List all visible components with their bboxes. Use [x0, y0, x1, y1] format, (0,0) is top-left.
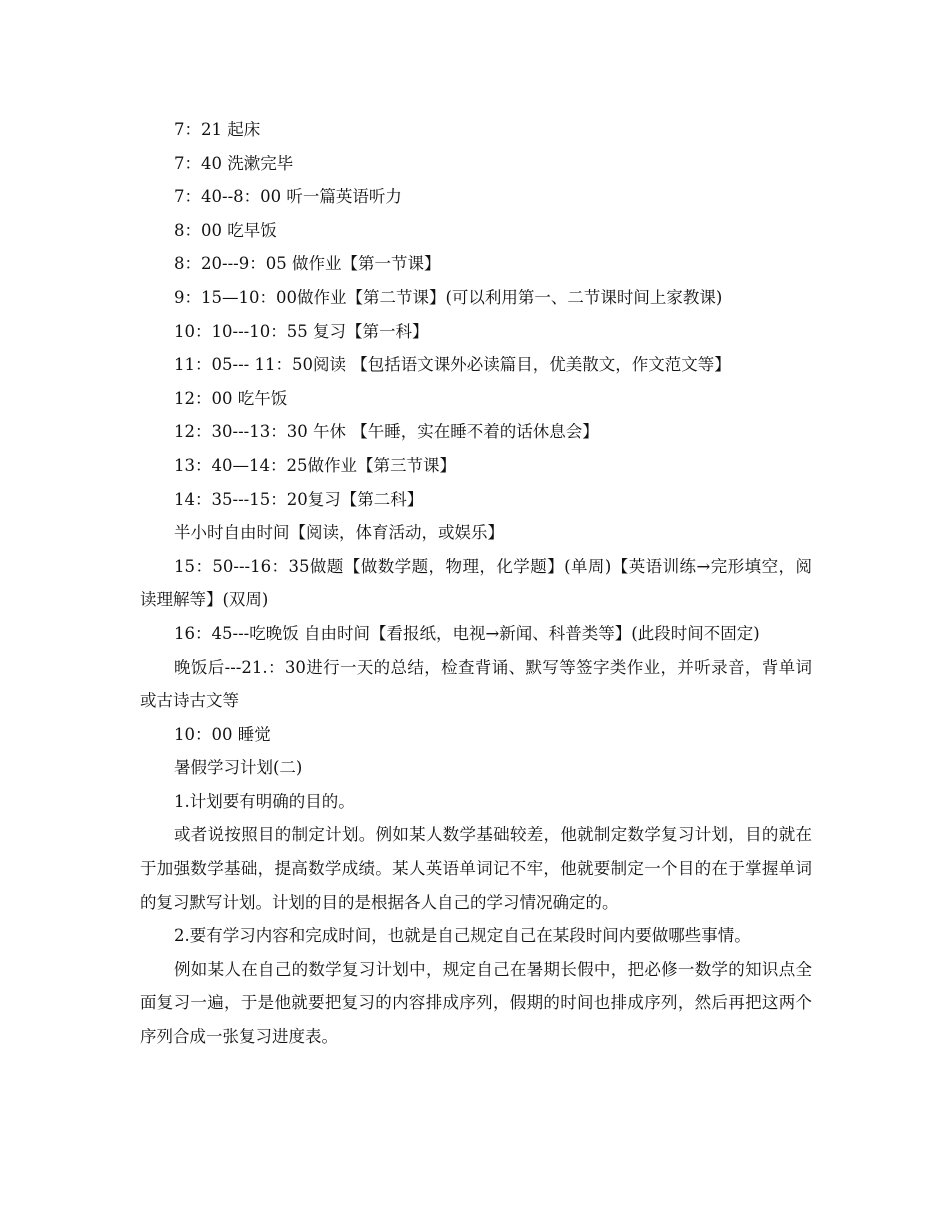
schedule-line: 7：40 洗漱完毕: [174, 153, 294, 173]
schedule-line: 13：40—14：25做作业【第三节课】: [174, 455, 456, 475]
schedule-line: 12：30---13：30 午休 【午睡，实在睡不着的话休息会】: [174, 422, 599, 442]
document-page: [140, 113, 812, 1054]
schedule-line: 10：10---10：55 复习【第一科】: [174, 321, 429, 341]
schedule-line: 15：50---16：35做题【做数学题，物理，化学题】(单周)【英语训练→完形填空，阅读理解等】(双周): [140, 556, 812, 610]
schedule-line: 8：00 吃早饭: [174, 220, 277, 240]
schedule-line: 16：45---吃晚饭 自由时间【看报纸，电视→新闻、科普类等】(此段时间不固定): [174, 623, 760, 643]
schedule-line: 8：20---9：05 做作业【第一节课】: [174, 254, 441, 274]
schedule-line: 14：35---15：20复习【第二科】: [174, 489, 424, 509]
numbered-point: 1.计划要有明确的目的。: [174, 791, 355, 811]
body-paragraph: 或者说按照目的制定计划。例如某人数学基础较差，他就制定数学复习计划，目的就在于加强数学基础，提高数学成绩。某人英语单词记不牢，他就要制定一个目的在于掌握单词的复习默写计划。计划的目的是根据各人自己的学习情况确定的。: [140, 825, 812, 912]
schedule-line: 半小时自由时间【阅读，体育活动，或娱乐】: [174, 523, 504, 543]
schedule-line: 7：21 起床: [174, 120, 261, 139]
schedule-line: 11：05--- 11：50阅读 【包括语文课外必读篇目，优美散文，作文范文等】: [174, 355, 731, 375]
schedule-line: 9：15—10：00做作业【第二节课】(可以利用第一、二节课时间上家教课): [174, 287, 723, 307]
schedule-line: 12：00 吃午饭: [174, 388, 288, 408]
schedule-line: 10：00 睡觉: [174, 724, 271, 744]
numbered-point: 2.要有学习内容和完成时间，也就是自己规定自己在某段时间内要做哪些事情。: [174, 926, 751, 946]
schedule-line: 7：40--8：00 听一篇英语听力: [174, 187, 402, 207]
section-heading: 暑假学习计划(二): [174, 758, 303, 778]
schedule-line: 晚饭后---21.：30进行一天的总结，检查背诵、默写等签字类作业，并听录音，背单词或古诗古文等: [140, 657, 812, 711]
body-paragraph: 例如某人在自己的数学复习计划中，规定自己在暑期长假中，把必修一数学的知识点全面复习一遍，于是他就要把复习的内容排成序列，假期的时间也排成序列，然后再把这两个序列合成一张复习进度表。: [140, 959, 812, 1047]
